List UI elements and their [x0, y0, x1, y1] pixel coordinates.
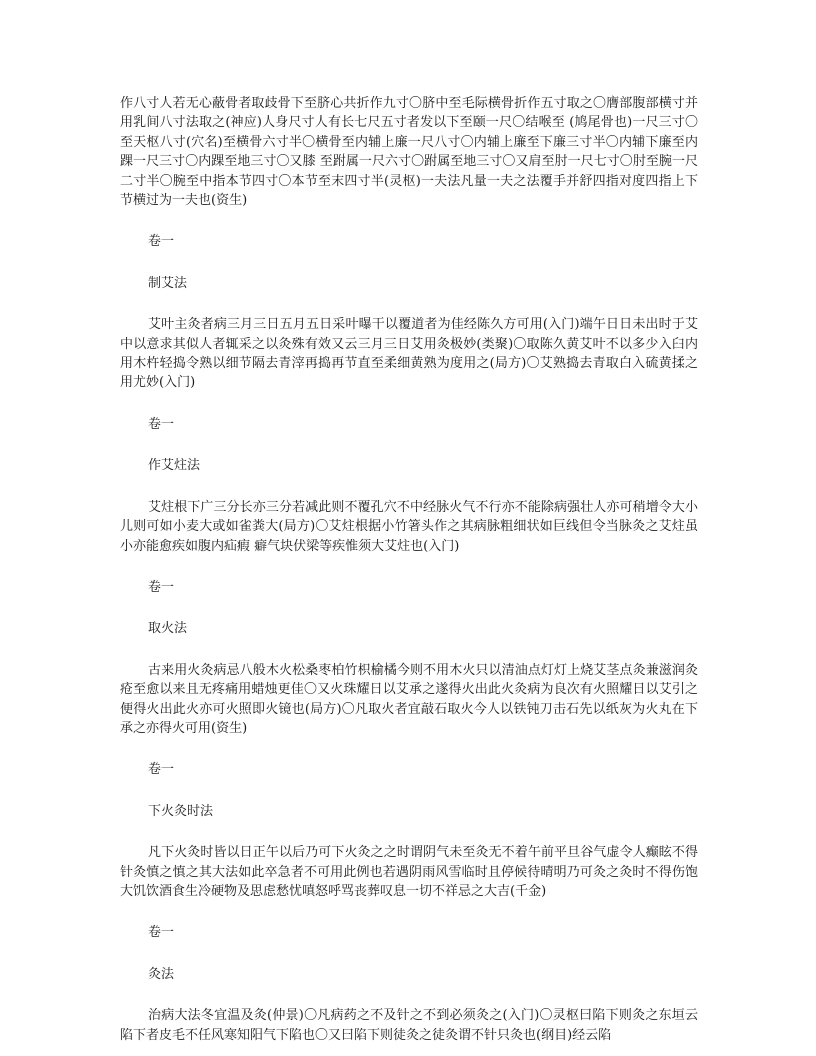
section-heading: 制艾法 — [148, 275, 188, 291]
volume-label: 卷一 — [148, 234, 175, 250]
volume-label: 卷一 — [148, 416, 175, 432]
body-paragraph: 治病大法冬宜温及灸(仲景)〇凡病药之不及针之不到必须灸之(入门)〇灵枢曰陷下则灸之东垣云陷下者皮毛不任风寒知阳气下陷也〇又曰陷下则徒灸之徒灸谓不针只灸也(纲目)经云陷 — [120, 1008, 698, 1043]
volume-label: 卷一 — [148, 762, 175, 778]
body-paragraph: 艾叶主灸者病三月三日五月五日采叶曝干以覆道者为佳经陈久方可用(入门)端午日日未出时于艾中以意求其似人者辄采之以灸殊有效又云三月三日艾用灸极妙(类聚)〇取陈久黄艾叶不以多少入臼内用木杵轻捣令熟以细节隔去青滓再捣再节直至柔细黄熟为度用之(局方)〇艾熟捣去青取白入硫黄揉之用尤妙(入门) — [120, 317, 698, 391]
section-heading: 取火法 — [148, 621, 188, 637]
body-paragraph: 艾炷根下广三分长亦三分若减此则不覆孔穴不中经脉火气不行亦不能除病强壮人亦可稍增令大小儿则可如小麦大或如雀粪大(局方)〇艾炷根据小竹箸头作之其病脉粗细状如巨线但令当脉灸之艾炷虽小亦能愈疾如腹内疝瘕 癖气块伏梁等疾惟须大艾炷也(入门) — [120, 499, 698, 554]
section-heading: 作艾炷法 — [148, 458, 201, 474]
body-paragraph: 凡下火灸时皆以日正午以后乃可下火灸之之时谓阴气未至灸无不着午前平旦谷气虚令人癫眩不得针灸慎之慎之其大法如此卒急者不可用此例也若遇阴雨风雪临时且停候待晴明乃可灸之灸时不得伤饱大饥饮酒食生冷硬物及思虑愁忧嗔怒呼骂丧葬叹息一切不祥忌之大吉(千金) — [120, 845, 698, 899]
volume-label: 卷一 — [148, 579, 175, 595]
body-paragraph: 古来用火灸病忌八般木火松桑枣柏竹枳榆橘今则不用木火只以清油点灯灯上烧艾茎点灸兼滋润灸疮至愈以来且无疼痛用蜡烛更佳〇又火珠耀日以艾承之遂得火出此火灸病为良次有火照耀日以艾引之便得火出此火亦可火照即火镜也(局方)〇凡取火者宜敲石取火今人以铁钝刀击石先以纸灰为火丸在下承之亦得火可用(资生) — [120, 662, 698, 736]
section-heading: 下火灸时法 — [148, 803, 214, 819]
volume-label: 卷一 — [148, 925, 175, 941]
section-heading: 灸法 — [148, 966, 175, 982]
body-paragraph: 作八寸人若无心蔽骨者取歧骨下至脐心共折作九寸〇脐中至毛际横骨折作五寸取之〇膺部腹部横寸并用乳间八寸法取之(神应)人身尺寸人有长七尺五寸者发以下至颐一尺〇结喉至 (鸠尾骨也)一尺三寸〇 至天枢八寸(穴名)至横骨六寸半〇横骨至内辅上廉一尺八寸〇内辅上廉至下廉三寸半〇内辅下廉至内踝一尺三寸〇内踝至地三寸〇又膝 至跗属一尺六寸〇跗属至地三寸〇又肩至肘一尺七寸〇肘至腕一尺二寸半〇腕至中指本节四寸〇本节至末四寸半(灵枢)一夫法凡量一夫之法覆手并舒四指对度四指上下节横过为一夫也(资生) — [120, 96, 698, 209]
document-page — [120, 94, 698, 1045]
